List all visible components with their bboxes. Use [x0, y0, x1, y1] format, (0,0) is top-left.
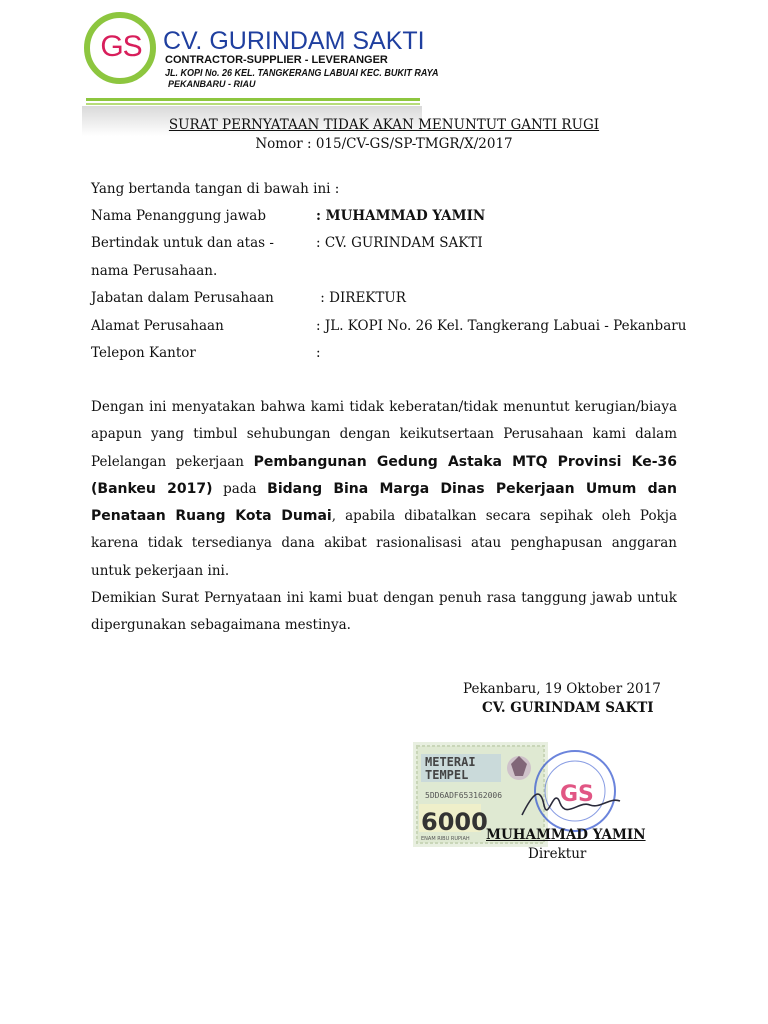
seal-logo-text: GS [560, 782, 594, 807]
logo-text: GS [100, 30, 142, 63]
field-label-position: Jabatan dalam Perusahaan [91, 290, 274, 306]
field-value-company: : CV. GURINDAM SAKTI [316, 235, 483, 251]
statement-text-3: , apabila dibatalkan secara sepihak oleh Pokja karena tidak tersedianya dana akibat rasionalisasi atau penghapusan anggaran untuk pekerjaan ini. [91, 508, 677, 579]
field-value-address: : JL. KOPI No. 26 Kel. Tangkerang Labuai - Pekanbaru [316, 318, 687, 334]
statement-text-1: Dengan ini menyatakan bahwa kami tidak keberatan/tidak menuntut kerugian/biaya apapun yang timbul sehubungan dengan keikutsertaan Perusahaan kami dalam Pelelangan pekerjaan [91, 399, 677, 470]
header-divider-thin [86, 103, 420, 105]
signer-name: MUHAMMAD YAMIN [486, 827, 646, 843]
field-label-company-name: nama Perusahaan. [91, 263, 218, 279]
field-label-address: Alamat Perusahaan [91, 318, 224, 334]
project-name: Pembangunan Gedung Astaka MTQ Provinsi Ke-36 (Bankeu 2017) [91, 453, 677, 497]
field-label-phone: Telepon Kantor [91, 345, 196, 361]
company-seal [520, 745, 625, 840]
company-name: CV. GURINDAM SAKTI [163, 27, 425, 55]
stamp-line1: METERAI [425, 755, 476, 769]
stamp-value-text: ENAM RIBU RUPIAH [421, 836, 470, 842]
company-tagline: CONTRACTOR-SUPPLIER - LEVERANGER [165, 54, 388, 66]
company-address-line2: PEKANBARU - RIAU [168, 79, 256, 89]
stamp-line2: TEMPEL [425, 768, 469, 782]
intro-text: Yang bertanda tangan di bawah ini : [91, 181, 340, 197]
field-value-name: : MUHAMMAD YAMIN [316, 208, 486, 224]
agency-name: Bidang Bina Marga Dinas Pekerjaan Umum dan Penataan Ruang Kota Dumai [91, 480, 677, 525]
signature-company: CV. GURINDAM SAKTI [482, 700, 654, 716]
stamp-value: 6000 [421, 808, 488, 836]
field-value-phone: : [316, 345, 321, 361]
place-date: Pekanbaru, 19 Oktober 2017 [463, 681, 661, 697]
document-number: Nomor : 015/CV-GS/SP-TMGR/X/2017 [255, 136, 513, 152]
closing-paragraph: Demikian Surat Pernyataan ini kami buat dengan penuh rasa tanggung jawab untuk dipergunakan sebagaimana mestinya. [91, 590, 677, 634]
stamp-code: 5DD6ADF653162006 [425, 791, 503, 800]
field-value-position: : DIREKTUR [316, 290, 406, 306]
statement-paragraph [91, 394, 677, 585]
header-divider [86, 98, 420, 101]
document-title: SURAT PERNYATAAN TIDAK AKAN MENUNTUT GANTI RUGI [168, 117, 600, 133]
signer-position: Direktur [528, 846, 587, 862]
field-label-acting: Bertindak untuk dan atas - [91, 235, 274, 251]
company-address-line1: JL. KOPI No. 26 KEL. TANGKERANG LABUAI KEC. BUKIT RAYA [165, 68, 439, 79]
field-label-name: Nama Penanggung jawab [91, 208, 266, 224]
statement-text-2: pada [212, 480, 268, 497]
